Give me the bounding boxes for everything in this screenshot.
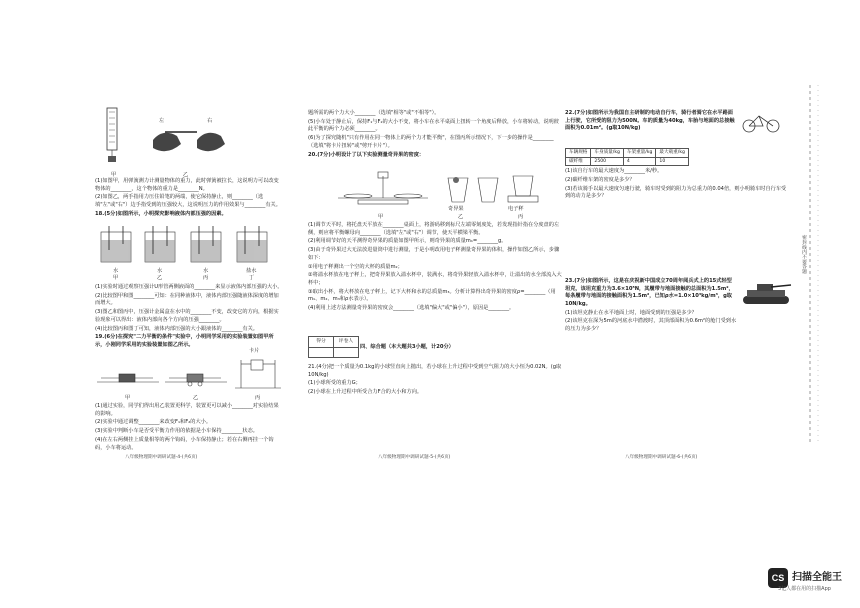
q23-part1: (1)该坦克静止在水平地面上时，地面受到的压强是多少？ (565, 309, 697, 316)
q17-figure (95, 104, 283, 172)
section-4-heading: 四、综合题（本大题共3小题，计20分） (360, 344, 454, 350)
q20-cup-label-2: 电子秤 (508, 206, 524, 212)
q22-part3: (3)若该骑手以最大速度匀速行驶，骑车时受到的阻力为总重力的0.04倍，则小明骑车时自行车受到的动力是多少？ (565, 185, 787, 200)
scanner-tagline: 3亿人都在用的扫描App (778, 586, 831, 592)
table-header: 最大载重/kg (656, 149, 689, 158)
q18-liquid-label-3: 水 (203, 268, 209, 274)
page-5-footer: 八年级物理期中调研试题-5-(共6页) (378, 455, 451, 460)
table-header: 车架重量/kg (623, 149, 656, 158)
table-cell: 4 (623, 157, 656, 166)
q22-spec-table (565, 148, 689, 166)
q20-step2: ②将溢水杯放在电子秤上，把奇异果放入溢水杯中，装满水，将奇异果轻放入溢水杯中，让溢出的水全部流入大杯中； (308, 272, 562, 286)
q20-fig-label-3: 丙 (518, 214, 524, 220)
q23-part2: (2)该坦克在深为5m的河底水中潜渡时，其顶部面积为0.6m²的舱门受到水的压力为多少？ (565, 318, 737, 332)
q18-fig-label-3: 丙 (203, 275, 209, 281)
scanner-app-name: 扫描全能王 (792, 572, 842, 583)
q22-title: 22.(7分)如图所示为我国自主研制的电动自行车，骑行者骑它在水平路面上行驶，它所受的阻力为500N。车的质量为40kg，车胎与地面的总接触面积为0.01m²。(g取10N/kg) (565, 110, 735, 132)
table-cell: 碳纤维 (566, 157, 591, 166)
table-header-row (566, 149, 689, 158)
page-4-footer: 八年级物理期中调研试题-4-(共6页) (125, 455, 198, 460)
table-row (566, 157, 689, 166)
q18-fig-label-1: 甲 (113, 275, 119, 281)
fig-label-yi: 乙 (183, 172, 189, 178)
binding-notice: 密封线内不要答题 (801, 235, 806, 274)
q23-title: 23.(7分)如图所示，这是在庆祝新中国成立70周年阅兵式上的15式轻型坦克，该坦克重力为3.6×10⁵N，其履带与地面接触的总面积为1.5m²，每条履带与地面的接触面积为1.5m²，已知ρ水=1.0×10³kg/m³，g取10N/kg。 (565, 278, 734, 307)
q20-step3: ③取出小杯，将大杯放在电子秤上，记下大杯和水的总质量m₃。分析计算得出奇异果的密度ρ=________（用m₁、m₂、m₃和ρ水表示）。 (308, 288, 556, 303)
fig-label-jia: 甲 (111, 172, 117, 178)
scanner-logo-icon: CS (768, 568, 788, 588)
p5-top-line2: (5)小车处于静止后，保持F₁与F₂的大小不变，将小车在水平桌面上扭转一个角度后释放，小车将转动，说明彼此平衡的两个力必须________。 (308, 118, 559, 133)
q18-fig-label-4: 丁 (249, 275, 255, 281)
q21-title: 21.(4分)把一个质量为0.1kg的小球竖直向上抛出，若小球在上升过程中受到空气阻力的大小恒为0.02N。(g取10N/kg) (308, 364, 562, 378)
q18-fig-label-2: 乙 (157, 275, 163, 281)
tank-figure (741, 278, 793, 308)
p5-top-line1: 题所需的两个力大小________（选填"相等"或"不相等"）。 (308, 110, 440, 116)
q20-title: 20.(7分)小明设计了以下实验测量奇异果的密度： (308, 151, 425, 158)
q18-part1: (1)实验时通过观察压强计U形管两侧液面的________来显示液体内部压强的大小。 (95, 284, 283, 290)
table-cell: 10 (656, 157, 689, 166)
q20-cup-label-1: 奇异果 (448, 206, 464, 212)
binding-margin (792, 85, 822, 445)
q19-part2: (2)实验中通过调整________来改变F₁和F₂的大小。 (95, 419, 212, 426)
q20-part3: (3)由于奇异果过大无法放进量筒中进行测量，于是小明改用电子秤测量奇异果的体积，操作如图乙所示，步骤如下： (308, 247, 560, 261)
q18-title: 18.(5分)如图所示，小明探究影响液体内部压强的因素。 (95, 210, 227, 217)
page-4-column (95, 92, 283, 462)
q20-part2: (2)利用调节好的天平测得奇异果的质量如图甲所示，则奇异果的质量m₁=________g。 (308, 238, 507, 245)
q18-liquid-label-1: 水 (113, 268, 119, 274)
q18-part4: (4)比较图丙和图丁可知，液体内部压强的大小跟液体的________有关。 (95, 325, 258, 332)
bicycle-figure (741, 110, 781, 134)
q17-part1: (1)如图甲，用弹簧测力计测量物体的重力，此时弹簧被拉长，这说明力可以改变物体的________，这个物体的重力是________N。 (95, 178, 279, 192)
table-header: 车辆规格 (566, 149, 591, 158)
score-box (308, 336, 359, 358)
q17-part2: (2)如图乙，两手指用力压住铅笔的两端，使它保持静止，则________（选填"左"或"右"）边手指受到的压强较大，这说明压力的作用效果与________有关。 (95, 194, 281, 208)
score-label: 得分 (309, 337, 334, 348)
q19-title: 19.(6分)在探究"二力平衡的条件"实验中，小明同学采用的实验装置如图甲所示，小刚同学采用的实验装置如图乙所示。 (95, 334, 274, 348)
page-6-column (565, 92, 795, 462)
q19-part4: (4)在左右两侧挂上质量相等的两个钩码，小车保持静止；若在右侧再挂一个钩码，小车将运动。 (95, 436, 274, 451)
q20-fig-label-1: 甲 (378, 214, 384, 220)
table-header: 车身质量/kg (591, 149, 624, 158)
page-5-column (308, 92, 563, 462)
score-cell (309, 347, 334, 357)
q19-fig-label-1: 甲 (125, 395, 131, 401)
q20-step1: ①用电子秤测出一个空的大杯的质量m₂； (308, 263, 403, 270)
hand-label-right: 右 (207, 118, 213, 124)
q18-figure (95, 224, 283, 268)
grader-label: 评卷人 (334, 337, 359, 348)
q22-part2: (2)碳纤维车架的密度是多少？ (565, 176, 635, 183)
q22-part1: (1)该自行车的最大速度为________米/秒。 (565, 168, 663, 174)
q18-liquid-label-2: 水 (157, 268, 163, 274)
hand-label-left: 左 (159, 118, 165, 124)
p5-top-line3: (6)为了探究随机"只有作用在同一物体上的两个力才能平衡"，在图丙所示情况下，下一步的操作是________（选填"将卡片扭转"或"剪开卡片"）。 (308, 135, 554, 149)
q18-part2: (2)比较图甲和图________可知：在同种液体中，液体内部压强随液体深度的增加而增大。 (95, 292, 279, 307)
q21-part2: (2)小球在上升过程中所受合力F合的大小和方向。 (308, 389, 423, 396)
q20-fig-label-2: 乙 (458, 214, 464, 220)
table-cell: 2500 (591, 157, 624, 166)
q18-part3: (3)图乙和图丙中，压强计金属盒在水中的________不变，改变它的方向，根据实验现象可以得出：液体内部向各个方向的压强________。 (95, 309, 279, 323)
q19-part1: (1)通过实验，同学们得出用乙装置更科学，装置更可以减小________对实验结果的影响。 (95, 403, 279, 417)
q19-fig-label-2: 乙 (193, 395, 199, 401)
q18-liquid-label-4: 盐水 (246, 268, 257, 274)
exam-sheet (95, 92, 795, 462)
q20-part4: (4)利用上述方法测量奇异果的密度会________（选填"偏大"或"偏小"），原因是________。 (308, 305, 515, 312)
q20-part1: (1)调节天平时，将托盘天平放在________桌面上，将游码移到标尺左端零刻度处，若发现指针指在分度盘的左侧，则应将平衡螺母向________（选填"左"或"右"）调节，使天平横梁平衡。 (308, 222, 560, 236)
q21-part1: (1)小球所受的重力G； (308, 380, 361, 387)
q19-fig-label-3: 丙 (255, 395, 261, 401)
binding-line (792, 85, 822, 445)
grader-cell (334, 347, 359, 357)
page-6-footer: 八年级物理期中调研试题-6-(共6页) (625, 455, 698, 460)
q19-figure (95, 354, 283, 394)
q19-part3: (3)实验中判断小车是否受平衡力作用的依据是小车保持________状态。 (95, 428, 258, 435)
q19-card-label: 卡片 (249, 348, 260, 354)
